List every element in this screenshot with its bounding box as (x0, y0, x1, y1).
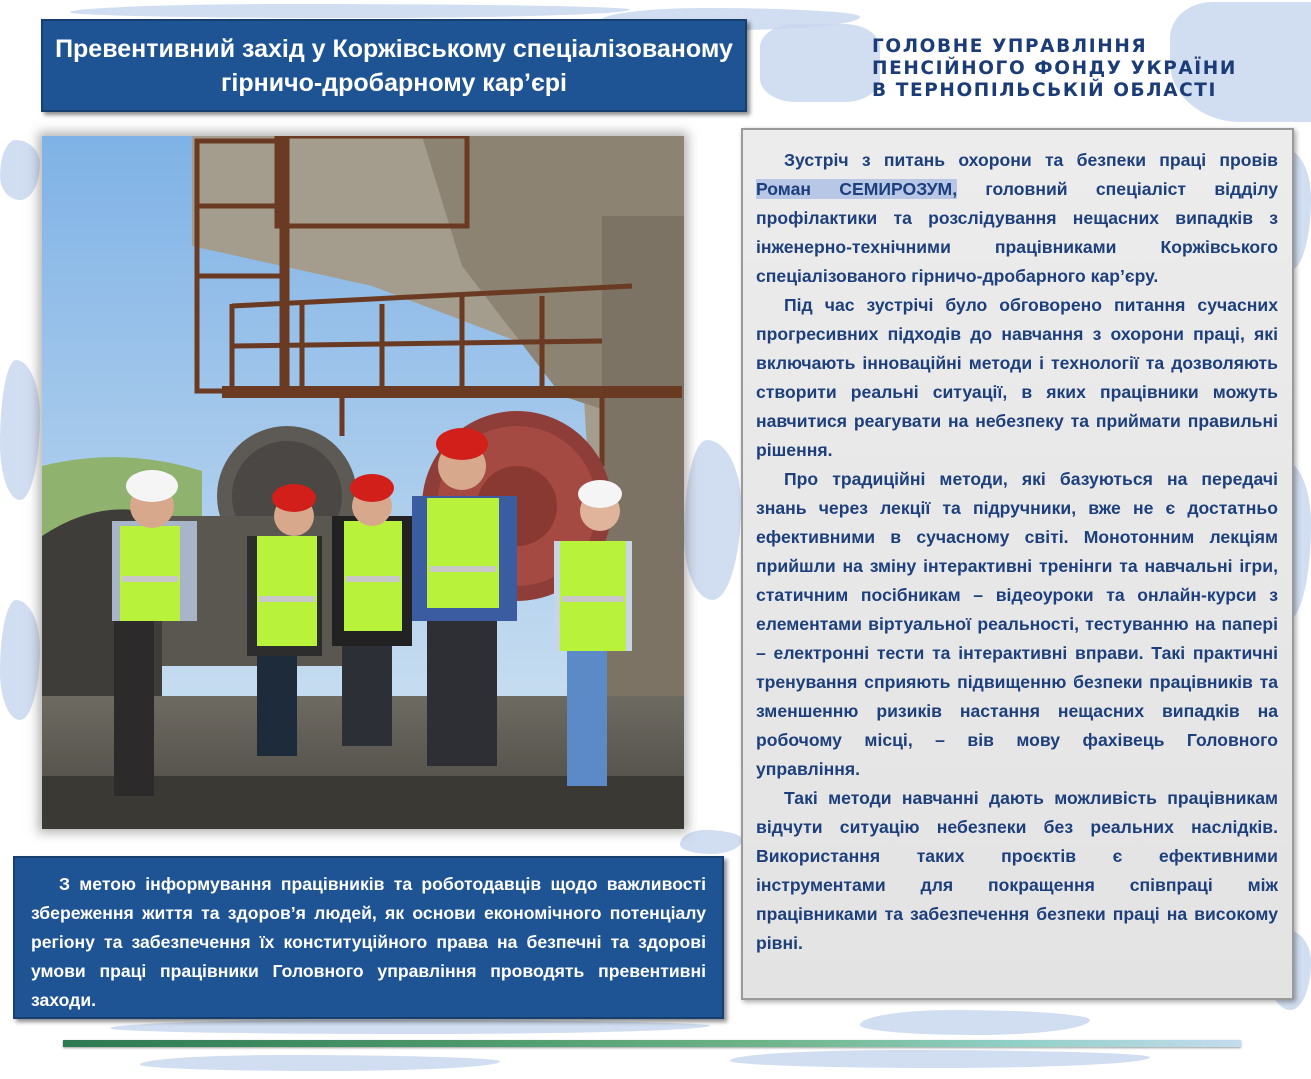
decorative-stroke (860, 1010, 1090, 1035)
decorative-stroke (0, 360, 40, 500)
decorative-stroke (760, 24, 880, 102)
article-paragraph-2: Під час зустрічі було обговорено питання сучасних прогресивних підходів до навчання з охорони праці, які включають інноваційні методи і технології та дозволяють створити реальні ситуації, в яких працівники можуть навчитися реагувати на небезпеку та приймати правильні рішення. (756, 295, 1278, 460)
group-photo-icon (42, 136, 684, 829)
decorative-stroke (0, 140, 40, 200)
article-paragraph-1 (756, 146, 1278, 291)
decorative-stroke (110, 1020, 710, 1034)
title-line-2: гірничо-дробарному кар’єрі (221, 68, 567, 97)
article-text-box (741, 128, 1294, 1000)
organization-name (872, 36, 1292, 102)
organization-line-3: В ТЕРНОПІЛЬСЬКІЙ ОБЛАСТІ (872, 80, 1217, 101)
article-paragraph-4: Такі методи навчанні дають можливість працівникам відчути ситуацію небезпеки без реальних наслідків. Використання таких проєктів є ефективними інструментами для покращення співпраці між працівниками та забезпечення безпеки праці на високому рівні. (756, 788, 1278, 953)
decorative-stroke (70, 4, 630, 18)
group-photo (42, 136, 684, 829)
decorative-stroke (680, 830, 742, 854)
title-line-1: Превентивний захід у Коржівському спеціалізованому (55, 34, 733, 63)
article-paragraph-3: Про традиційні методи, які базуються на передачі знань через лекції та підручники, вже не є достатньо ефективними в сучасному світі. Монотонним лекціям прийшли на зміну інтерактивні тренінги та навчальні ігри, статичним посібникам – відеоуроки та онлайн-курси з елементами віртуальної реальності, тестуванню на папері – електронні тести та інтерактивні вправи. Такі практичні тренування сприяють підвищенню безпеки працівників та зменшенню ризиків настання нещасних випадків на робочому місці, – вів мову фахівець Головного управління. (756, 469, 1278, 779)
organization-line-1: ГОЛОВНЕ УПРАВЛІННЯ (872, 36, 1148, 57)
decorative-stroke (140, 1055, 500, 1071)
page-title (41, 19, 747, 112)
speaker-name: Роман СЕМИРОЗУМ, (756, 179, 958, 199)
article-paragraph-1-end: головний спеціаліст відділу профілактики та розслідування нещасних випадків з інженерно-технічними працівниками Коржівського спеціалізованого гірничо-дробарного кар’єру. (756, 179, 1278, 286)
decorative-stroke (0, 600, 40, 720)
info-box (13, 856, 724, 1019)
decorative-stroke (684, 440, 741, 600)
decorative-stroke (730, 1050, 1150, 1068)
article-paragraph-1-start: Зустріч з питань охорони та безпеки праці провів (784, 150, 1278, 170)
bottom-divider (63, 1040, 1241, 1047)
organization-line-2: ПЕНСІЙНОГО ФОНДУ УКРАЇНИ (872, 58, 1237, 79)
info-text: З метою інформування працівників та роботодавців щодо важливості збереження життя та здоров’я людей, як основи економічного потенціалу регіону та забезпечення їх конституційного права на безпечні та здорові умови праці працівники Головного управління проводять превентивні заходи. (31, 874, 706, 1010)
